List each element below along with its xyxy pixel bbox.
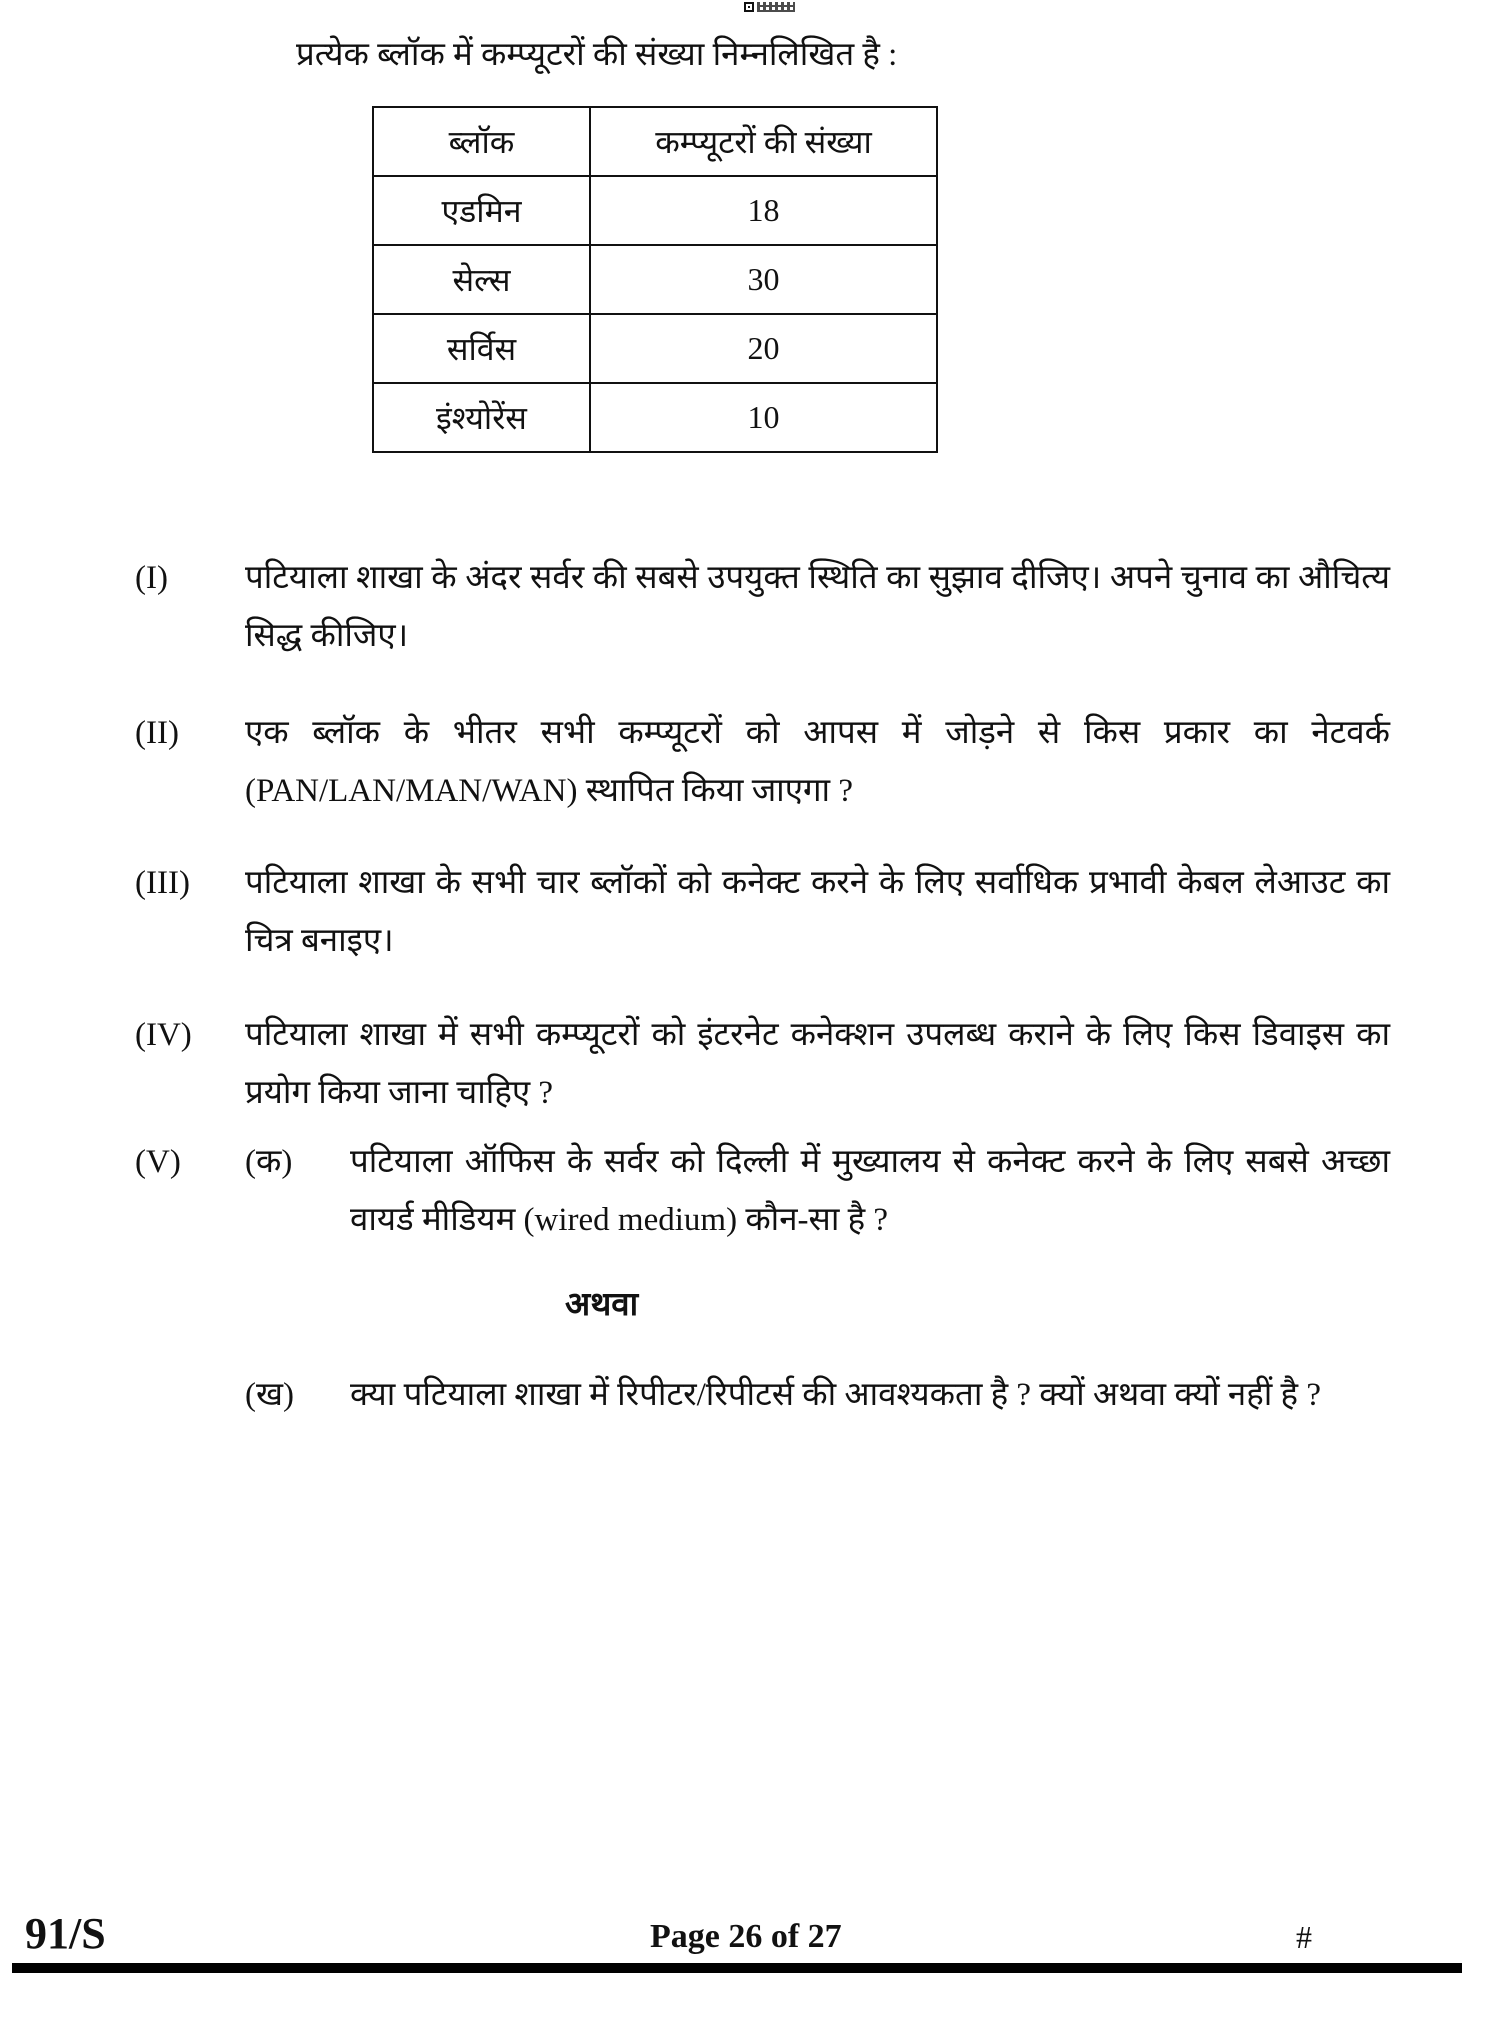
table-header-block: ब्लॉक: [373, 107, 590, 176]
table-header-row: [373, 107, 937, 176]
qr-finder-square: [744, 2, 754, 12]
footer-mark: #: [1296, 1919, 1312, 1955]
table-row: [373, 314, 937, 383]
question-ii: [135, 704, 1390, 820]
sub-question-text: पटियाला ऑफिस के सर्वर को दिल्ली में मुख्यालय से कनेक्ट करने के लिए सबसे अच्छा वायर्ड मीडियम (wired medium) कौन-सा है ?: [350, 1144, 1390, 1238]
table-row: [373, 383, 937, 452]
question-text: पटियाला शाखा में सभी कम्प्यूटरों को इंटरनेट कनेक्शन उपलब्ध कराने के लिए किस डिवाइस का प्रयोग किया जाना चाहिए ?: [245, 1017, 1390, 1111]
computer-count-cell: 18: [590, 176, 937, 245]
qr-code-icon: [744, 0, 802, 14]
table-header-count: कम्प्यूटरों की संख्या: [590, 107, 937, 176]
footer-divider: [12, 1963, 1462, 1973]
table-row: [373, 245, 937, 314]
question-label: (III): [135, 865, 190, 901]
paper-code: 91/S: [25, 1909, 106, 1958]
question-iv: [135, 1006, 1390, 1122]
sub-question-text: क्या पटियाला शाखा में रिपीटर/रिपीटर्स की आवश्यकता है ? क्यों अथवा क्यों नहीं है ?: [350, 1377, 1321, 1413]
block-name-cell: एडमिन: [373, 176, 590, 245]
block-name-cell: सेल्स: [373, 245, 590, 314]
computer-count-cell: 20: [590, 314, 937, 383]
question-text: एक ब्लॉक के भीतर सभी कम्प्यूटरों को आपस में जोड़ने से किस प्रकार का नेटवर्क (PAN/LAN/MAN/WAN) स्थापित किया जाएगा ?: [245, 715, 1390, 809]
sub-question-label: (क): [245, 1144, 293, 1180]
block-name-cell: सर्विस: [373, 314, 590, 383]
qr-modules: [757, 2, 795, 12]
question-v-b: [135, 1366, 1390, 1424]
question-label: (II): [135, 715, 179, 751]
question-iii: [135, 854, 1390, 970]
question-label: (V): [135, 1144, 181, 1180]
computers-per-block-table: [372, 106, 938, 453]
sub-question-label: (ख): [245, 1377, 294, 1413]
question-text: पटियाला शाखा के अंदर सर्वर की सबसे उपयुक्त स्थिति का सुझाव दीजिए। अपने चुनाव का औचित्य सिद्ध कीजिए।: [245, 560, 1390, 654]
or-separator: अथवा: [565, 1287, 639, 1323]
question-text: पटियाला शाखा के सभी चार ब्लॉकों को कनेक्ट करने के लिए सर्वाधिक प्रभावी केबल लेआउट का चित्र बनाइए।: [245, 865, 1390, 959]
block-name-cell: इंश्योरेंस: [373, 383, 590, 452]
table-row: [373, 176, 937, 245]
question-v-a: [135, 1133, 1390, 1249]
question-i: [135, 549, 1390, 665]
page-number: Page 26 of 27: [650, 1918, 842, 1955]
computer-count-cell: 10: [590, 383, 937, 452]
question-label: (IV): [135, 1017, 192, 1053]
computer-count-cell: 30: [590, 245, 937, 314]
question-label: (I): [135, 560, 168, 596]
table-intro-text: प्रत्येक ब्लॉक में कम्प्यूटरों की संख्या निम्नलिखित है :: [296, 37, 898, 73]
